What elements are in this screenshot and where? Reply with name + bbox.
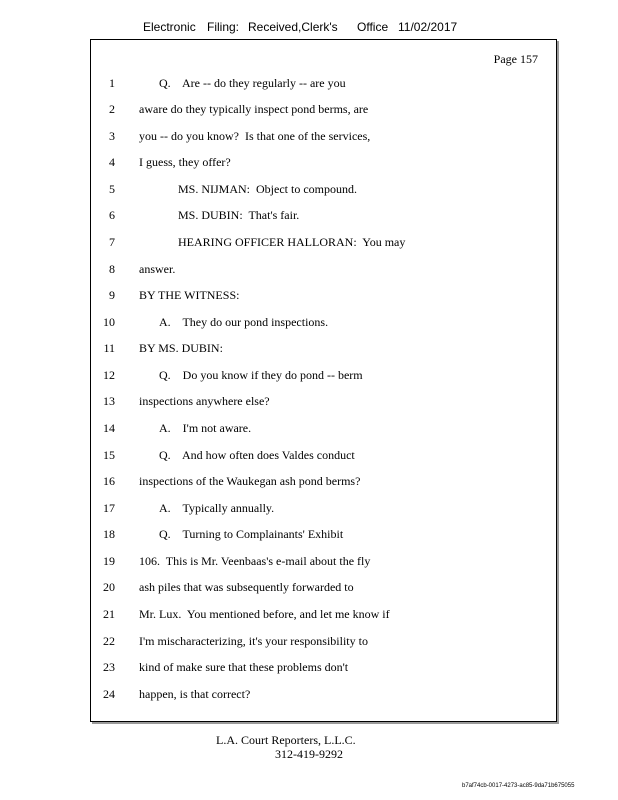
- transcript-line: [91, 446, 556, 464]
- transcript-line: [91, 100, 556, 118]
- transcript-line: [91, 525, 556, 543]
- transcript-line: [91, 127, 556, 145]
- transcript-line: [91, 499, 556, 517]
- transcript-line: [91, 658, 556, 676]
- line-text: you -- do you know? Is that one of the services,: [139, 129, 371, 143]
- line-text: Q. And how often does Valdes conduct: [159, 448, 355, 462]
- header-electronic: Electronic: [143, 20, 196, 34]
- reporter-company: L.A. Court Reporters, L.L.C.: [216, 733, 356, 747]
- reporter-phone: 312-419-9292: [275, 747, 343, 761]
- transcript-line: [91, 339, 556, 357]
- line-text: HEARING OFFICER HALLORAN: You may: [178, 235, 406, 249]
- line-text: I'm mischaracterizing, it's your responsibility to: [139, 634, 368, 648]
- line-number: 5: [109, 182, 115, 196]
- document-id: b7af74cb-0017-4273-ac85-9da71b675055: [462, 783, 575, 789]
- line-text: A. I'm not aware.: [159, 421, 252, 435]
- transcript-line: [91, 74, 556, 92]
- line-number: 9: [109, 288, 115, 302]
- line-text: inspections anywhere else?: [139, 394, 270, 408]
- line-number: 16: [103, 474, 115, 488]
- transcript-line: [91, 578, 556, 596]
- line-number: 14: [103, 421, 115, 435]
- transcript-line: [91, 419, 556, 437]
- line-number: 19: [103, 554, 115, 568]
- line-number: 4: [109, 155, 115, 169]
- line-text: Q. Are -- do they regularly -- are you: [159, 76, 346, 90]
- transcript-line: [91, 206, 556, 224]
- line-text: ash piles that was subsequently forwarded to: [139, 580, 354, 594]
- line-number: 8: [109, 262, 115, 276]
- line-text: Q. Do you know if they do pond -- berm: [159, 368, 363, 382]
- line-text: inspections of the Waukegan ash pond berms?: [139, 474, 361, 488]
- line-text: Q. Turning to Complainants' Exhibit: [159, 527, 344, 541]
- transcript-line: [91, 286, 556, 304]
- transcript-line: [91, 180, 556, 198]
- line-text: kind of make sure that these problems don't: [139, 660, 349, 674]
- line-text: happen, is that correct?: [139, 687, 251, 701]
- line-number: 7: [109, 235, 115, 249]
- header-filing: Filing:: [207, 20, 240, 34]
- line-number: 15: [103, 448, 115, 462]
- line-text: 106. This is Mr. Veenbaas's e-mail about the fly: [139, 554, 371, 568]
- line-number: 17: [103, 501, 115, 515]
- header-office: Office: [357, 20, 389, 34]
- transcript-page: [90, 39, 557, 722]
- transcript-line: [91, 366, 556, 384]
- header-received: Received,Clerk's: [248, 20, 338, 34]
- line-text: A. They do our pond inspections.: [159, 315, 329, 329]
- line-number: 21: [103, 607, 115, 621]
- line-number: 13: [103, 394, 115, 408]
- line-text: I guess, they offer?: [139, 155, 231, 169]
- transcript-line: [91, 605, 556, 623]
- line-number: 2: [109, 102, 115, 116]
- transcript-line: [91, 153, 556, 171]
- line-number: 18: [103, 527, 115, 541]
- line-text: Mr. Lux. You mentioned before, and let me know if: [139, 607, 390, 621]
- line-number: 24: [103, 687, 115, 701]
- line-number: 3: [109, 129, 115, 143]
- transcript-line: [91, 233, 556, 251]
- line-text: A. Typically annually.: [159, 501, 275, 515]
- transcript-line: [91, 392, 556, 410]
- line-text: aware do they typically inspect pond berms, are: [139, 102, 369, 116]
- transcript-line: [91, 472, 556, 490]
- line-number: 20: [103, 580, 115, 594]
- filing-header: [0, 20, 618, 36]
- header-date: 11/02/2017: [398, 20, 458, 34]
- line-text: BY MS. DUBIN:: [139, 341, 223, 355]
- line-text: MS. DUBIN: That's fair.: [178, 208, 300, 222]
- line-text: MS. NIJMAN: Object to compound.: [178, 182, 357, 196]
- transcript-line: [91, 313, 556, 331]
- line-number: 6: [109, 208, 115, 222]
- line-text: BY THE WITNESS:: [139, 288, 240, 302]
- line-number: 22: [103, 634, 115, 648]
- line-number: 12: [103, 368, 115, 382]
- transcript-line: [91, 685, 556, 703]
- line-text: answer.: [139, 262, 176, 276]
- transcript-line: [91, 260, 556, 278]
- transcript-line: [91, 552, 556, 570]
- line-number: 10: [103, 315, 115, 329]
- transcript-line: [91, 632, 556, 650]
- line-number: 1: [109, 76, 115, 90]
- page-number: Page 157: [493, 52, 538, 66]
- line-number: 23: [103, 660, 115, 674]
- line-number: 11: [103, 341, 115, 355]
